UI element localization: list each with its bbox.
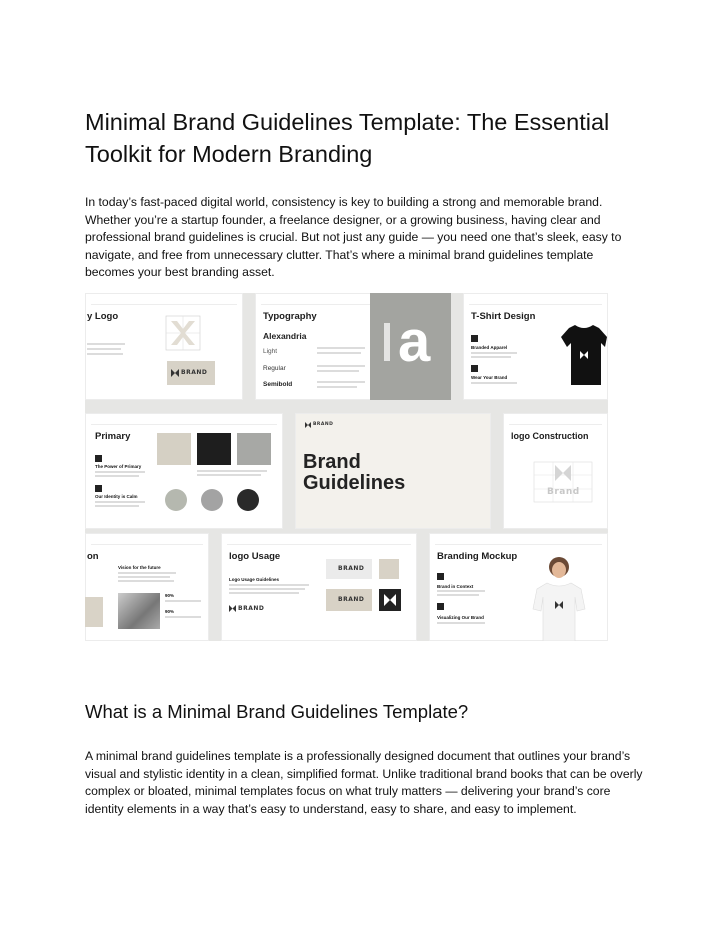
mockup-item-2: Visualizing Our Brand	[437, 615, 484, 620]
logo-badge	[167, 361, 215, 385]
usage-sample-beige-text: BRAND	[338, 596, 365, 603]
font-name: Alexandria	[263, 331, 307, 341]
swatch-circle-dark	[237, 489, 259, 511]
cover-slide	[295, 413, 491, 529]
template-preview-collage	[85, 293, 608, 641]
logo-grid-mark-icon	[165, 315, 201, 351]
typography-title: Typography	[263, 311, 317, 322]
tshirt-slide	[463, 293, 608, 400]
cover-brand: BRAND	[313, 422, 334, 427]
vision-photo	[118, 593, 160, 629]
logo-construction-slide	[503, 413, 608, 529]
primary-item-2: Our Identity is Calm	[95, 494, 138, 499]
weight-semibold: Semibold	[263, 381, 293, 388]
vision-title: on	[87, 551, 99, 562]
construction-title: logo Construction	[511, 431, 589, 441]
tshirt-icon	[561, 323, 607, 385]
brand-mark-icon	[171, 369, 179, 377]
usage-subtitle: Logo Usage Guidelines	[229, 577, 280, 582]
usage-sample-beige	[379, 559, 399, 579]
mockup-item-1: Brand in Context	[437, 584, 474, 589]
construction-brand: Brand	[547, 487, 580, 497]
glyph-panel	[370, 293, 451, 400]
tshirt-title: T-Shirt Design	[471, 311, 536, 322]
primary-title: Primary	[95, 431, 131, 442]
usage-sample-beige-wide	[326, 589, 372, 611]
glyph-sample: a	[398, 309, 431, 374]
logo-slide	[85, 293, 243, 400]
vision-stat-1: 90%	[165, 593, 175, 598]
vision-slide	[85, 533, 209, 641]
vision-accent-block	[85, 597, 103, 627]
swatch-circle-sage	[165, 489, 187, 511]
usage-sample-dark	[379, 589, 401, 611]
brand-mark-icon	[229, 605, 236, 612]
usage-sample-light-text: BRAND	[338, 565, 365, 572]
swatch-black	[197, 433, 231, 465]
mockup-title: Branding Mockup	[437, 551, 518, 562]
section-paragraph: A minimal brand guidelines template is a professionally designed document that outlines your brand’s visual and stylistic identity in a clean, simplified format. Unlike traditional brand books that can be overly complex or bloated, minimal templates focus on what truly matters — delivering your brand’s core identity elements in a way that’s easy to understand, easy to share, and easy to implement.	[85, 749, 643, 816]
brand-mark-icon	[384, 594, 396, 606]
logo-badge-text: BRAND	[181, 369, 208, 376]
vision-stat-2: 90%	[165, 609, 175, 614]
vision-heading: Vision for the future	[118, 565, 161, 570]
primary-item-1: The Power of Primary	[95, 464, 142, 469]
tshirt-item-1: Branded Apparel	[471, 345, 508, 350]
swatch-beige	[157, 433, 191, 465]
tshirt-item-2: Wear Your Brand	[471, 375, 508, 380]
weight-regular: Regular	[263, 365, 286, 372]
brand-mark-icon	[305, 422, 311, 428]
usage-brand-text: BRAND	[238, 605, 265, 612]
logo-usage-slide	[221, 533, 417, 641]
usage-sample-light	[326, 559, 372, 579]
typography-slide	[255, 293, 451, 400]
cover-title-line2: Guidelines	[303, 472, 406, 494]
weight-light: Light	[263, 348, 278, 355]
primary-colors-slide	[85, 413, 283, 529]
branding-mockup-slide	[429, 533, 608, 641]
article-title: Minimal Brand Guidelines Template: The Essential Toolkit for Modern Branding	[85, 109, 610, 167]
cover-title-line1: Brand	[303, 451, 361, 473]
logo-slide-title: y Logo	[87, 311, 119, 322]
model-tshirt-icon	[529, 553, 589, 641]
swatch-circle-grey	[201, 489, 223, 511]
section-heading: What is a Minimal Brand Guidelines Template?	[85, 701, 469, 722]
swatch-grey	[237, 433, 271, 465]
intro-paragraph: In today’s fast-paced digital world, consistency is key to building a strong and memorable brand. Whether you’re a startup founder, a freelance designer, or a growing business, having clear and professional brand guidelines is crucial. But not just any guide — you need one that’s sleek, easy to navigate, and free from unnecessary clutter. That’s where a minimal brand guidelines template becomes your best branding asset.	[85, 195, 622, 280]
usage-title: logo Usage	[229, 551, 281, 562]
